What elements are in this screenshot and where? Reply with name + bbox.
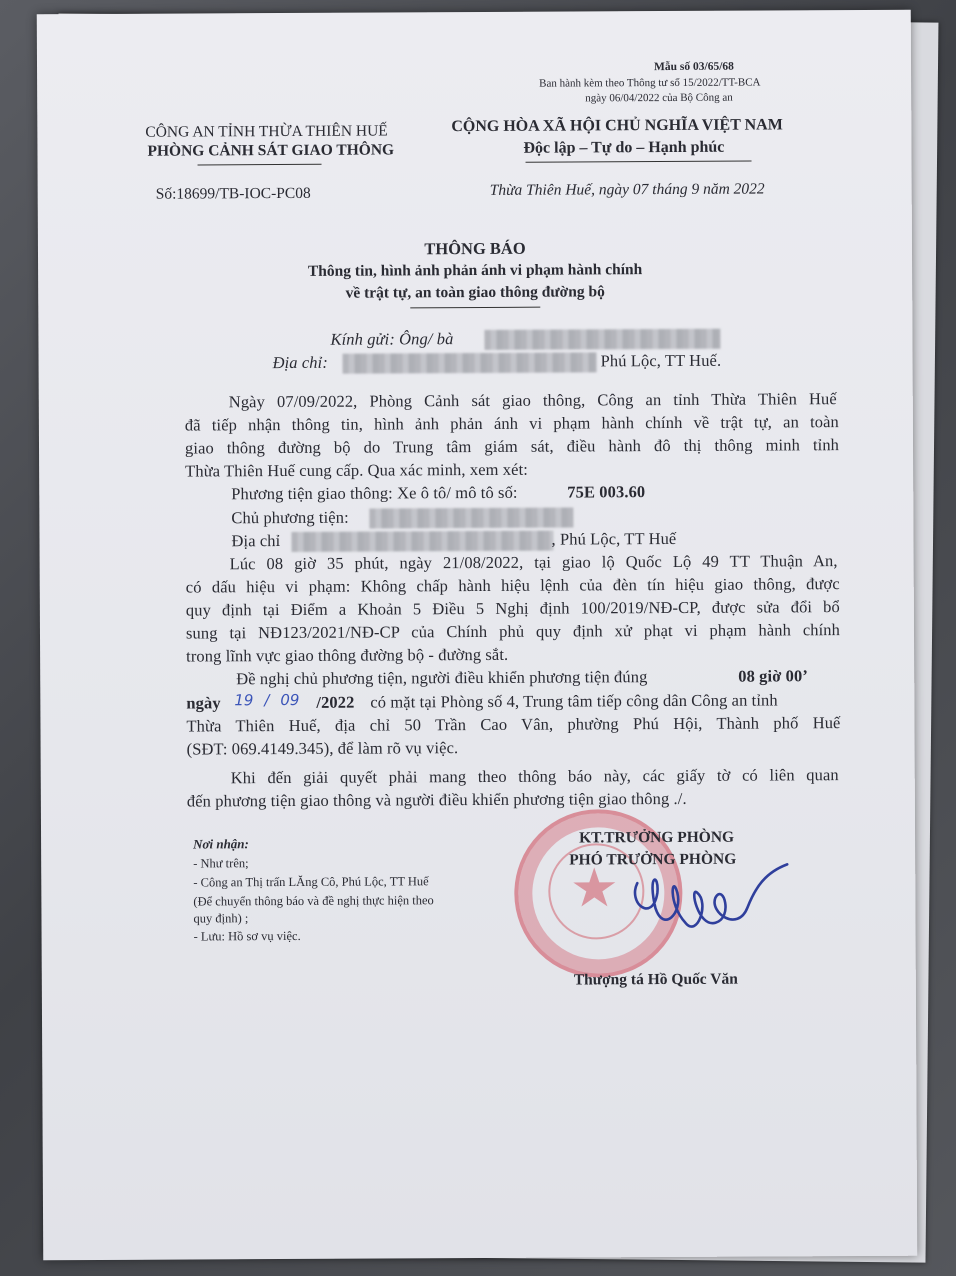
paragraph-3-line-3: Thừa Thiên Huế, địa chỉ 50 Trần Cao Vân, phường Phú Hội, Thành phố Huế <box>186 713 841 736</box>
redacted-owner-address <box>291 531 553 552</box>
document-subtitle-2: về trật tự, an toàn giao thông đường bộ <box>345 283 605 302</box>
paragraph-1-line-3: giao thông đường bộ do Trung tâm giám sát, điều hành đô thị thông minh tỉnh <box>184 435 840 458</box>
form-issued-line2: ngày 06/04/2022 của Bộ Công an <box>585 91 733 105</box>
paragraph-2-line-1: Lúc 08 giờ 35 phút, ngày 21/08/2022, tại giao lộ Quốc Lộ 49 TT Thuận An, <box>229 551 838 574</box>
recipients-title: Nơi nhận: <box>193 836 249 852</box>
greeting: Kính gửi: Ông/ bà <box>330 329 454 349</box>
paragraph-2-line-3: quy định tại Điểm a Khoản 5 Điều 5 Nghị định 100/2019/NĐ-CP, được sửa đổi bổ <box>185 597 840 620</box>
owner-label: Chủ phương tiện: <box>231 507 349 528</box>
paragraph-4-line-1: Khi đến giải quyết phải mang theo thông báo này, các giấy tờ có liên quan <box>230 765 839 788</box>
paragraph-1-line-4: Thừa Thiên Huế cung cấp. Qua xác minh, xem xét: <box>185 459 528 481</box>
owner-address-tail: , Phú Lộc, TT Huế <box>551 528 677 549</box>
handwritten-day: 19 <box>234 691 254 710</box>
agency-name: CÔNG AN TỈNH THỪA THIÊN HUẾ <box>145 122 388 141</box>
title-underline <box>410 307 540 309</box>
document-number: Số:18699/TB-IOC-PC08 <box>155 184 311 203</box>
appointment-year: /2022 <box>316 692 355 712</box>
signature-role-2: PHÓ TRƯỞNG PHÒNG <box>569 850 737 869</box>
appointment-day-label: ngày <box>186 693 221 713</box>
recipients-item-5: - Lưu: Hồ sơ vụ việc. <box>193 928 301 944</box>
department-name: PHÒNG CẢNH SÁT GIAO THÔNG <box>147 141 395 160</box>
document-subtitle-1: Thông tin, hình ảnh phản ánh vi phạm hành chính <box>307 261 643 280</box>
recipients-item-1: - Như trên; <box>193 856 249 871</box>
notice-document <box>37 10 918 1261</box>
paragraph-4-line-2: đến phương tiện giao thông và người điều khiển phương tiện giao thông ./. <box>186 788 687 811</box>
paragraph-2-line-2: có dấu hiệu vi phạm: Không chấp hành hiệu lệnh của đèn tín hiệu giao thông, được <box>185 574 840 597</box>
recipient-address-label: Địa chỉ: <box>272 352 328 373</box>
vehicle-label: Phương tiện giao thông: Xe ô tô/ mô tô số: <box>231 482 518 504</box>
country-name: CỘNG HÒA XÃ HỘI CHỦ NGHĨA VIỆT NAM <box>451 116 783 136</box>
issue-date: Thừa Thiên Huế, ngày 07 tháng 9 năm 2022 <box>489 180 765 199</box>
paragraph-3-line-2: có mặt tại Phòng số 4, Trung tâm tiếp công dân Công an tỉnh <box>370 690 778 712</box>
redacted-recipient-address <box>343 352 597 373</box>
paragraph-2-line-5: trong lĩnh vực giao thông đường bộ - đường sắt. <box>186 644 509 666</box>
redacted-owner-name <box>369 507 573 528</box>
form-code: Mẫu số 03/65/68 <box>653 60 734 74</box>
paragraph-2-line-4: sung tại NĐ123/2021/NĐ-CP của Chính phủ quy định xử phạt vi phạm hành chính <box>185 620 841 643</box>
signature-role-1: KT.TRƯỞNG PHÒNG <box>579 828 735 847</box>
national-motto: Độc lập – Tự do – Hạnh phúc <box>523 138 725 157</box>
handwritten-slash: / <box>264 691 270 710</box>
recipient-address-tail: Phú Lộc, TT Huế. <box>600 350 722 371</box>
form-issued-line1: Ban hành kèm theo Thông tư số 15/2022/TT-BCA <box>539 76 761 90</box>
paragraph-3-line-1: Đề nghị chủ phương tiện, người điều khiển phương tiện đúng <box>236 667 648 689</box>
vehicle-plate: 75E 003.60 <box>567 482 646 502</box>
paragraph-1-line-1: Ngày 07/09/2022, Phòng Cảnh sát giao thông, Công an tỉnh Thừa Thiên Huế <box>228 389 837 412</box>
appointment-time: 08 giờ 00’ <box>738 666 808 686</box>
handwritten-signature <box>597 862 797 943</box>
redacted-recipient-name <box>484 329 720 350</box>
owner-address-label: Địa chỉ <box>231 531 281 551</box>
motto-underline <box>526 161 752 163</box>
document-title: THÔNG BÁO <box>424 238 526 259</box>
signer-name: Thượng tá Hồ Quốc Văn <box>573 970 738 989</box>
recipients-item-2: - Công an Thị trấn LĂng Cô, Phú Lộc, TT Huế <box>193 874 429 890</box>
paragraph-1-line-2: đã tiếp nhận thông tin, hình ảnh phản ánh vi phạm hành chính về trật tự, an toàn <box>184 412 839 435</box>
header-left-underline <box>198 164 322 166</box>
recipients-item-3: (Để chuyển thông báo và đề nghị thực hiện theo <box>193 893 434 909</box>
recipients-item-4: quy định) ; <box>193 911 249 926</box>
paragraph-3-line-4: (SĐT: 069.4149.345), để làm rõ vụ việc. <box>186 738 459 759</box>
handwritten-month: 09 <box>280 690 300 710</box>
